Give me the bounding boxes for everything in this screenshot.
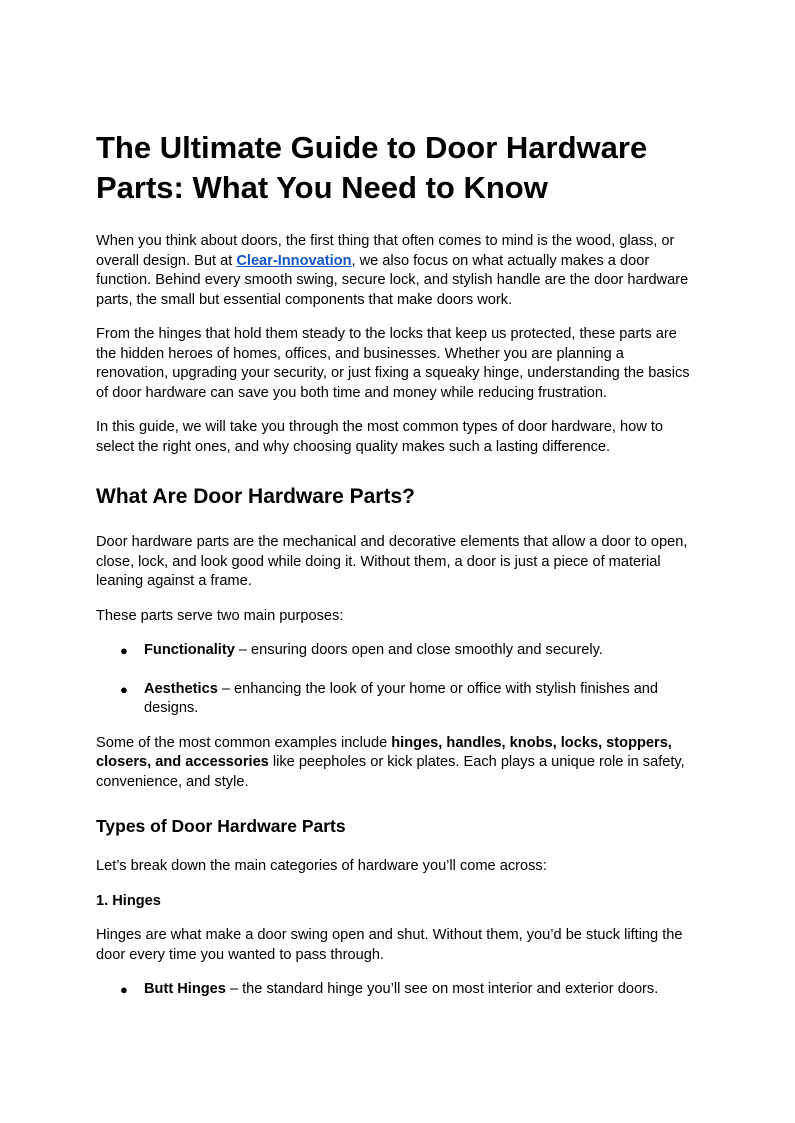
bullet-icon: ● xyxy=(120,681,128,697)
list-item: ● Butt Hinges – the standard hinge you’ll see on most interior and exterior doors. xyxy=(96,980,696,1000)
section2-paragraph-2: Hinges are what make a door swing open and shut. Without them, you’d be stuck lifting the door every time you wanted to pass through. xyxy=(96,927,683,963)
list-item: ● Aesthetics – enhancing the look of your home or office with stylish finishes and designs. xyxy=(120,680,659,716)
bullet-icon: ● xyxy=(120,982,128,997)
purposes-list xyxy=(96,641,696,719)
section1-paragraph-1: Door hardware parts are the mechanical and decorative elements that allow a door to open, close, lock, and look good while doing it. Without them, a door is just a piece of material leaning against a frame. xyxy=(96,534,688,589)
intro-paragraph-2: From the hinges that hold them steady to the locks that keep us protected, these parts are the hidden heroes of homes, offices, and businesses. Whether you are planning a renovation, upgrading your security, or just fixing a squeaky hinge, understanding the basics of door hardware can save you both time and money while reducing frustration. xyxy=(96,326,690,401)
page-title: The Ultimate Guide to Door Hardware Parts: What You Need to Know xyxy=(96,130,648,205)
clear-innovation-link[interactable]: Clear-Innovation xyxy=(236,252,352,269)
subheading-hinges: 1. Hinges xyxy=(96,892,161,909)
intro-paragraph-3: In this guide, we will take you through the most common types of door hardware, how to select the right ones, and why choosing quality makes such a lasting difference. xyxy=(96,419,664,455)
section1-paragraph-3: Some of the most common examples include hinges, handles, knobs, locks, stoppers, closers, and accessories like peepholes or kick plates. Each plays a unique role in safety, convenience, and style. xyxy=(96,734,685,790)
list-item: ● Functionality – ensuring doors open and close smoothly and securely. xyxy=(96,641,696,661)
bullet-icon: ● xyxy=(120,643,128,658)
section2-paragraph-1: Let’s break down the main categories of hardware you’ll come across: xyxy=(96,858,547,874)
hinges-list xyxy=(96,980,696,1000)
section-heading-what-are: What Are Door Hardware Parts? xyxy=(96,485,415,508)
section1-paragraph-2: These parts serve two main purposes: xyxy=(96,607,344,624)
intro-paragraph-1: When you think about doors, the first thing that often comes to mind is the wood, glass, or overall design. But at Clear-Innovation, we also focus on what actually makes a door function. Behind every smooth swing, secure lock, and stylish handle are the door hardware parts, the small but essential components that make doors work. xyxy=(96,233,689,308)
section-heading-types: Types of Door Hardware Parts xyxy=(96,816,346,836)
document-page xyxy=(96,128,696,1000)
